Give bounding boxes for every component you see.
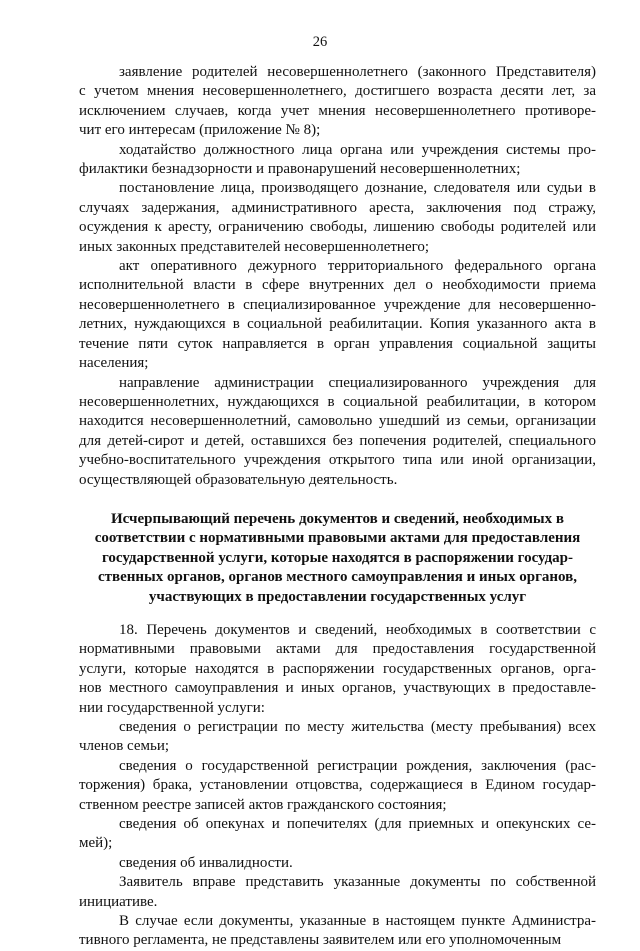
paragraph <box>79 912 596 951</box>
paragraph <box>79 621 596 718</box>
paragraph <box>79 815 596 854</box>
paragraph-line: членов семьи; <box>79 738 170 755</box>
paragraph <box>79 374 596 490</box>
paragraph-line: тивного регламента, не представлены заявителем или его уполномоченным <box>79 932 562 949</box>
paragraph <box>79 179 596 257</box>
heading-line: государственной услуги, которые находятся в распоряжении государ- <box>101 549 574 566</box>
paragraph-line: сведения о государственной регистрации рождения, заключения (рас- <box>119 757 596 774</box>
paragraph-line: постановление лица, производящего дознание, следователя или судьи в <box>119 180 596 197</box>
paragraph-line: учебно-воспитательного учреждения открытого типа или иной организации, <box>79 452 596 469</box>
paragraph <box>79 257 596 373</box>
paragraph <box>79 141 596 180</box>
bottom-paragraphs <box>79 621 596 951</box>
paragraph-line: чит его интересам (приложение № 8); <box>79 122 321 139</box>
paragraph <box>79 757 596 815</box>
paragraph <box>79 718 596 757</box>
paragraph <box>79 854 596 873</box>
paragraph-line: сведения о регистрации по месту жительства (месту пребывания) всех <box>119 719 596 735</box>
heading-line: соответствии с нормативными правовыми актами для предоставления <box>94 530 581 547</box>
paragraph-line: исключением случаев, когда учет мнения несовершеннолетнего противоре- <box>79 102 596 119</box>
paragraph-line: населения; <box>79 355 149 372</box>
paragraph-line: В случае если документы, указанные в настоящем пункте Администра- <box>119 913 596 930</box>
paragraph-line: услуги, которые находятся в распоряжении государственных органов, орга- <box>79 660 596 677</box>
paragraph-line: несовершеннолетнего в специализированное учреждение для несовершенно- <box>79 296 596 313</box>
paragraph-line: ственном реестре записей актов гражданского состояния; <box>79 796 447 813</box>
paragraph-line: торжения) брака, установлении отцовства, содержащиеся в Едином государ- <box>79 777 596 794</box>
paragraph-line: Заявитель вправе представить указанные документы по собственной <box>119 874 596 891</box>
paragraph-line: несовершеннолетних, нуждающихся в социальной реабилитации, в котором <box>79 393 596 410</box>
paragraph-line: акт оперативного дежурного территориального федерального органа <box>119 258 596 275</box>
paragraph-line: мей); <box>79 835 113 852</box>
paragraph-line: нов местного самоуправления и иных органов, участвующих в предоставле- <box>79 680 596 697</box>
paragraph-line: осуществляющей образовательную деятельность. <box>79 471 398 488</box>
paragraph-line: направление администрации специализированного учреждения для <box>119 374 596 391</box>
paragraph-line: с учетом мнения несовершеннолетнего, достигшего возраста десяти лет, за <box>79 83 596 100</box>
paragraph-line: заявление родителей несовершеннолетнего (законного Представителя) <box>119 64 596 80</box>
paragraph <box>79 63 596 141</box>
paragraph-line: летних, нуждающихся в социальной реабилитации. Копия указанного акта в <box>79 316 596 333</box>
paragraph-line: нии государственной услуги: <box>79 699 265 716</box>
paragraph-line: инициативе. <box>79 893 158 910</box>
heading-line: Исчерпывающий перечень документов и сведений, необходимых в <box>111 510 564 527</box>
document-body <box>79 63 596 951</box>
paragraph-line: ходатайство должностного лица органа или учреждения системы про- <box>119 141 596 158</box>
paragraph-line: филактики безнадзорности и правонарушений несовершеннолетних; <box>79 161 521 178</box>
paragraph <box>79 873 596 912</box>
paragraph-line: иных законных представителей несовершеннолетнего; <box>79 238 430 255</box>
paragraph-line: исполнительной власти в сфере внутренних дел о необходимости приема <box>79 277 596 294</box>
paragraph-line: для детей-сирот и детей, оставшихся без попечения родителей, специального <box>79 432 596 449</box>
paragraph-line: нормативными правовыми актами для предоставления государственной <box>79 641 596 658</box>
heading-gap <box>79 607 596 621</box>
paragraph-line: течение пяти суток направляется в орган управления социальной защиты <box>79 335 596 352</box>
paragraph-line: сведения об инвалидности. <box>119 854 293 871</box>
paragraph-line: осуждения к аресту, ограничению свободы, лишению свободы родителей или <box>79 219 596 236</box>
heading-line: участвующих в предоставлении государственных услуг <box>148 588 527 605</box>
top-paragraphs <box>79 63 596 490</box>
paragraph-line: находится несовершеннолетний, самовольно ушедший из семьи, организации <box>79 413 596 430</box>
heading-line: ственных органов, органов местного самоуправления и иных органов, <box>97 569 578 586</box>
page-number: 26 <box>312 34 328 50</box>
paragraph-line: случаях задержания, административного ареста, заключения под стражу, <box>79 199 596 216</box>
section-heading <box>79 510 596 607</box>
paragraph-line: 18. Перечень документов и сведений, необходимых в соответствии с <box>119 621 596 638</box>
paragraph-line: сведения об опекунах и попечителях (для приемных и опекунских се- <box>119 816 596 833</box>
